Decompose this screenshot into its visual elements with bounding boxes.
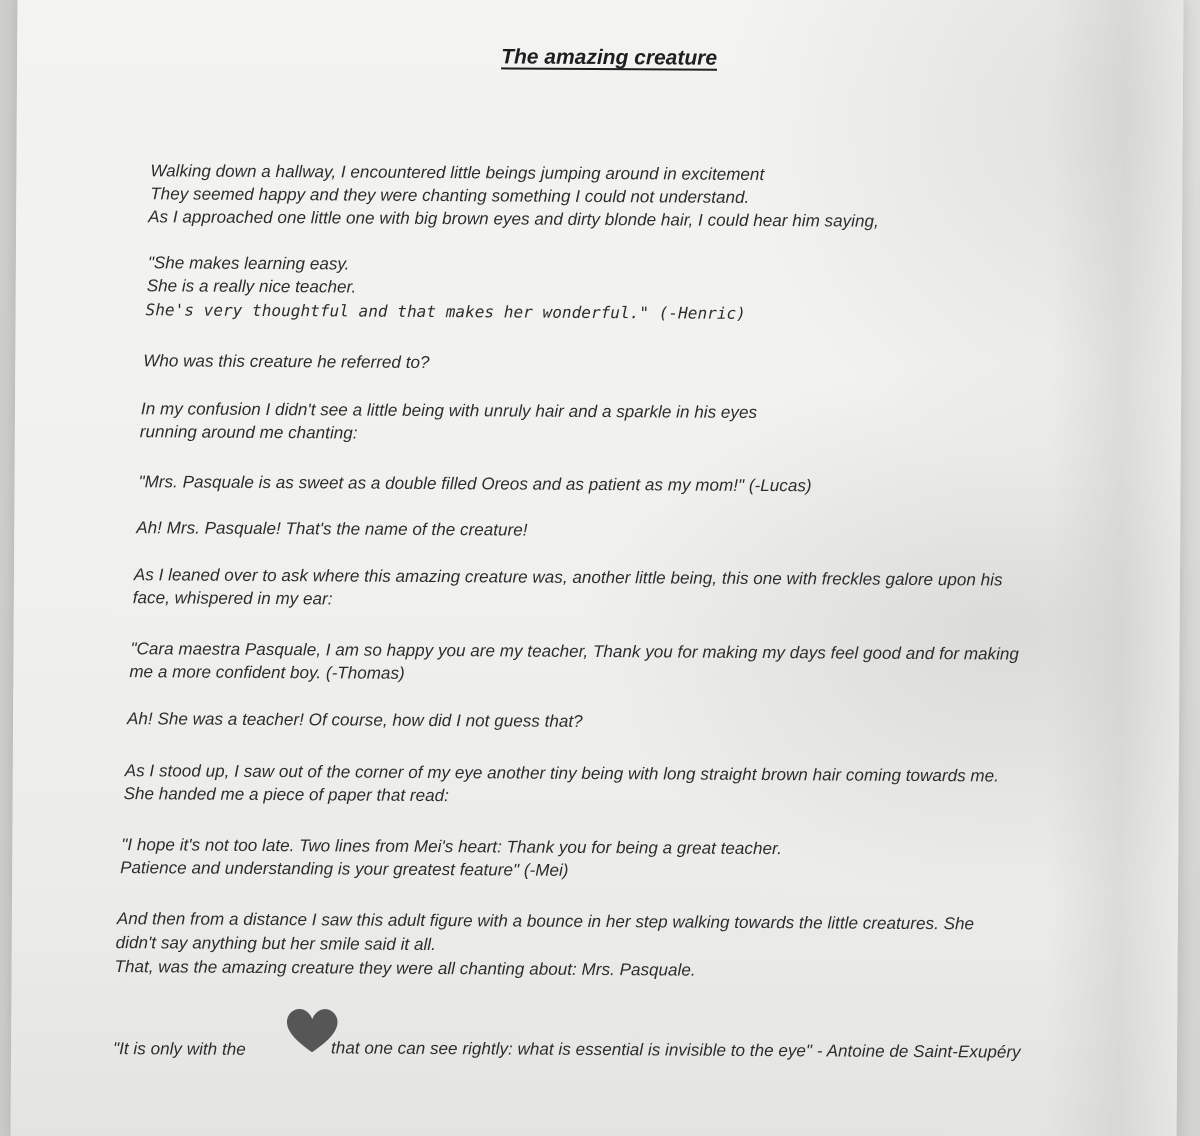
quote-before-heart: "It is only with the: [113, 1039, 246, 1059]
paper-fold-shadow: [1046, 0, 1183, 1136]
body-line: "I hope it's not too late. Two lines from Mei's heart: Thank you for being a great teacher.: [121, 835, 782, 859]
body-line: As I leaned over to ask where this amazing creature was, another little being, this one with freckles galore upon his: [133, 565, 1003, 590]
body-line: "She makes learning easy.: [147, 253, 350, 274]
document-title: The amazing creature: [501, 45, 718, 70]
body-line: That, was the amazing creature they were all chanting about: Mrs. Pasquale.: [114, 957, 696, 980]
body-line: "Mrs. Pasquale is as sweet as a double filled Oreos and as patient as my mom!" (-Lucas): [138, 472, 812, 496]
body-line: In my confusion I didn't see a little being with unruly hair and a sparkle in his eyes: [140, 399, 758, 422]
body-line: As I approached one little one with big brown eyes and dirty blonde hair, I could hear him saying,: [148, 207, 879, 231]
body-line: Ah! Mrs. Pasquale! That's the name of the creature!: [136, 518, 528, 540]
body-line: Ah! She was a teacher! Of course, how did I not guess that?: [127, 709, 583, 731]
body-line: As I stood up, I saw out of the corner of my eye another tiny being with long straight brown hair coming towards me.: [124, 761, 999, 786]
body-line: They seemed happy and they were chanting something I could not understand.: [150, 184, 750, 207]
body-line: "Cara maestra Pasquale, I am so happy you are my teacher, Thank you for making my days feel good and for making: [130, 639, 1020, 664]
body-line: me a more confident boy. (-Thomas): [129, 662, 405, 683]
body-line: Who was this creature he referred to?: [143, 351, 430, 372]
paper-sheet: [10, 0, 1183, 1136]
body-line: And then from a distance I saw this adult figure with a bounce in her step walking towards the little creatures. She: [116, 909, 975, 934]
body-line: Walking down a hallway, I encountered little beings jumping around in excitement: [150, 161, 765, 185]
body-line: She's very thoughtful and that makes her wonderful." (-Henric): [145, 300, 746, 323]
body-line: She is a really nice teacher.: [146, 276, 357, 297]
body-line: running around me chanting:: [139, 422, 358, 443]
body-line: didn't say anything but her smile said it all.: [115, 933, 436, 955]
body-line: She handed me a piece of paper that read:: [123, 784, 449, 806]
body-line: Patience and understanding is your greatest feature" (-Mei): [120, 858, 569, 880]
body-line: face, whispered in my ear:: [132, 588, 333, 609]
quote-after-heart: that one can see rightly: what is essential is invisible to the eye" - Antoine de Saint-Exupéry: [331, 1038, 1021, 1062]
